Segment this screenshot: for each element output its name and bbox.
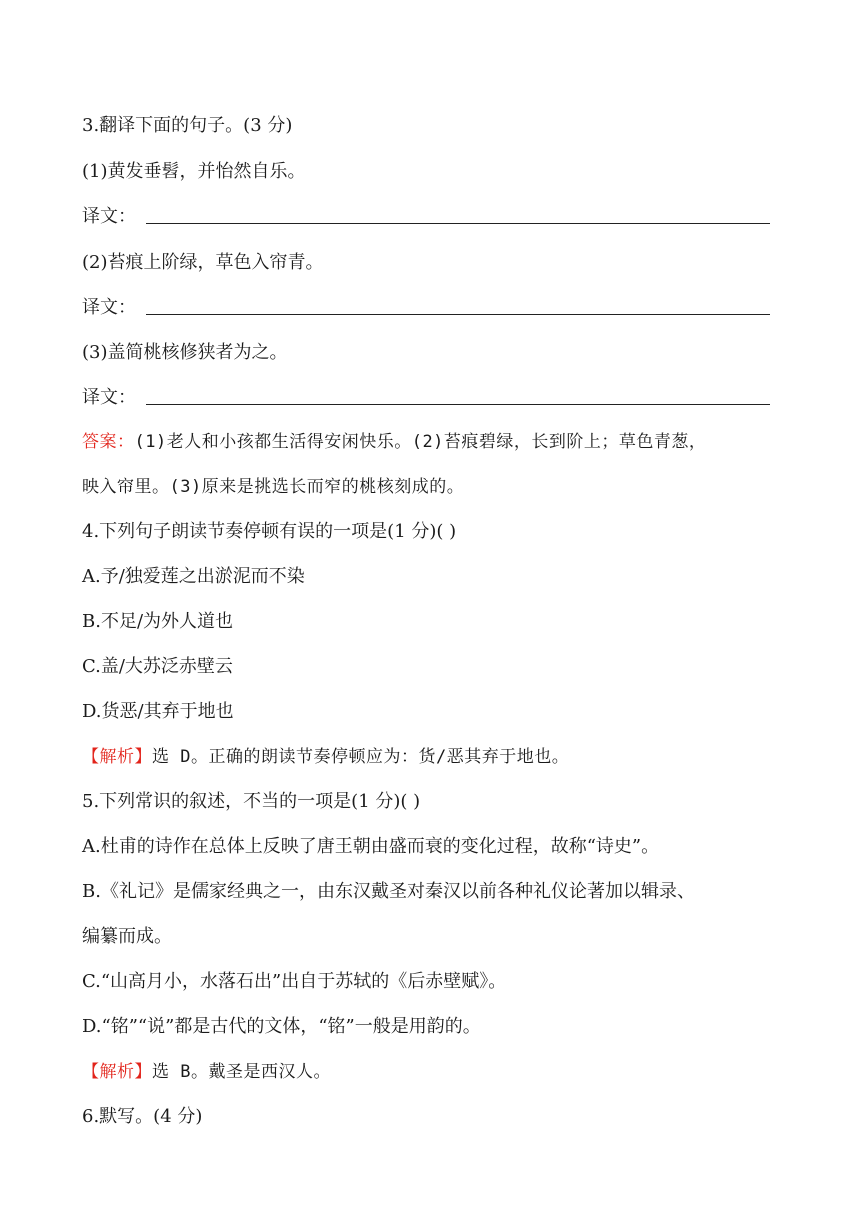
q4-option-d: D.货恶/其弃于地也: [82, 701, 234, 722]
q3-answer-line-2: 映入帘里。(3)原来是挑选长而窄的桃核刻成的。: [82, 477, 465, 497]
answer-blank-2[interactable]: [146, 314, 770, 315]
answer-text-1: (1)老人和小孩都生活得安闲快乐。(2)苔痕碧绿，长到阶上；草色青葱，: [134, 432, 707, 452]
answer-tag: 答案：: [82, 432, 135, 452]
translation-label-2: 译文：: [82, 297, 136, 318]
q5-stem: 5.下列常识的叙述，不当的一项是(1 分)( ): [82, 791, 421, 812]
q3-sentence-1: (1)黄发垂髫，并怡然自乐。: [82, 161, 306, 182]
q5-option-d: D.“铭”“说”都是古代的文体，“铭”一般是用韵的。: [82, 1016, 481, 1037]
q5-option-b-line-2: 编纂而成。: [82, 926, 172, 947]
translation-label-3: 译文：: [82, 387, 136, 408]
q4-option-c: C.盖/大苏泛赤壁云: [82, 656, 233, 677]
analysis-tag: 【解析】: [82, 747, 152, 767]
analysis-tag: 【解析】: [82, 1062, 152, 1082]
q4-analysis: [82, 744, 569, 770]
analysis-text: 选 B。戴圣是西汉人。: [152, 1062, 331, 1082]
q5-option-b-line-1: B.《礼记》是儒家经典之一，由东汉戴圣对秦汉以前各种礼仪论著加以辑录、: [82, 881, 695, 902]
translation-label-1: 译文：: [82, 206, 136, 227]
q4-option-b: B.不足/为外人道也: [82, 611, 234, 632]
q5-option-c: C.“山高月小，水落石出”出自于苏轼的《后赤壁赋》。: [82, 971, 507, 992]
q3-stem: 3.翻译下面的句子。(3 分): [82, 115, 293, 136]
analysis-text: 选 D。正确的朗读节奏停顿应为：货/恶其弃于地也。: [152, 747, 570, 767]
q3-sentence-2: (2)苔痕上阶绿，草色入帘青。: [82, 252, 324, 273]
q4-stem: 4.下列句子朗读节奏停顿有误的一项是(1 分)( ): [82, 521, 457, 542]
q3-answer-line-1: [82, 429, 706, 455]
q4-option-a: A.予/独爱莲之出淤泥而不染: [82, 566, 305, 587]
q6-stem: 6.默写。(4 分): [82, 1106, 203, 1127]
q5-analysis: [82, 1059, 331, 1085]
answer-blank-3[interactable]: [146, 404, 770, 405]
q3-sentence-3: (3)盖简桃核修狭者为之。: [82, 342, 288, 363]
q5-option-a: A.杜甫的诗作在总体上反映了唐王朝由盛而衰的变化过程，故称“诗史”。: [82, 836, 660, 857]
answer-blank-1[interactable]: [146, 223, 770, 224]
